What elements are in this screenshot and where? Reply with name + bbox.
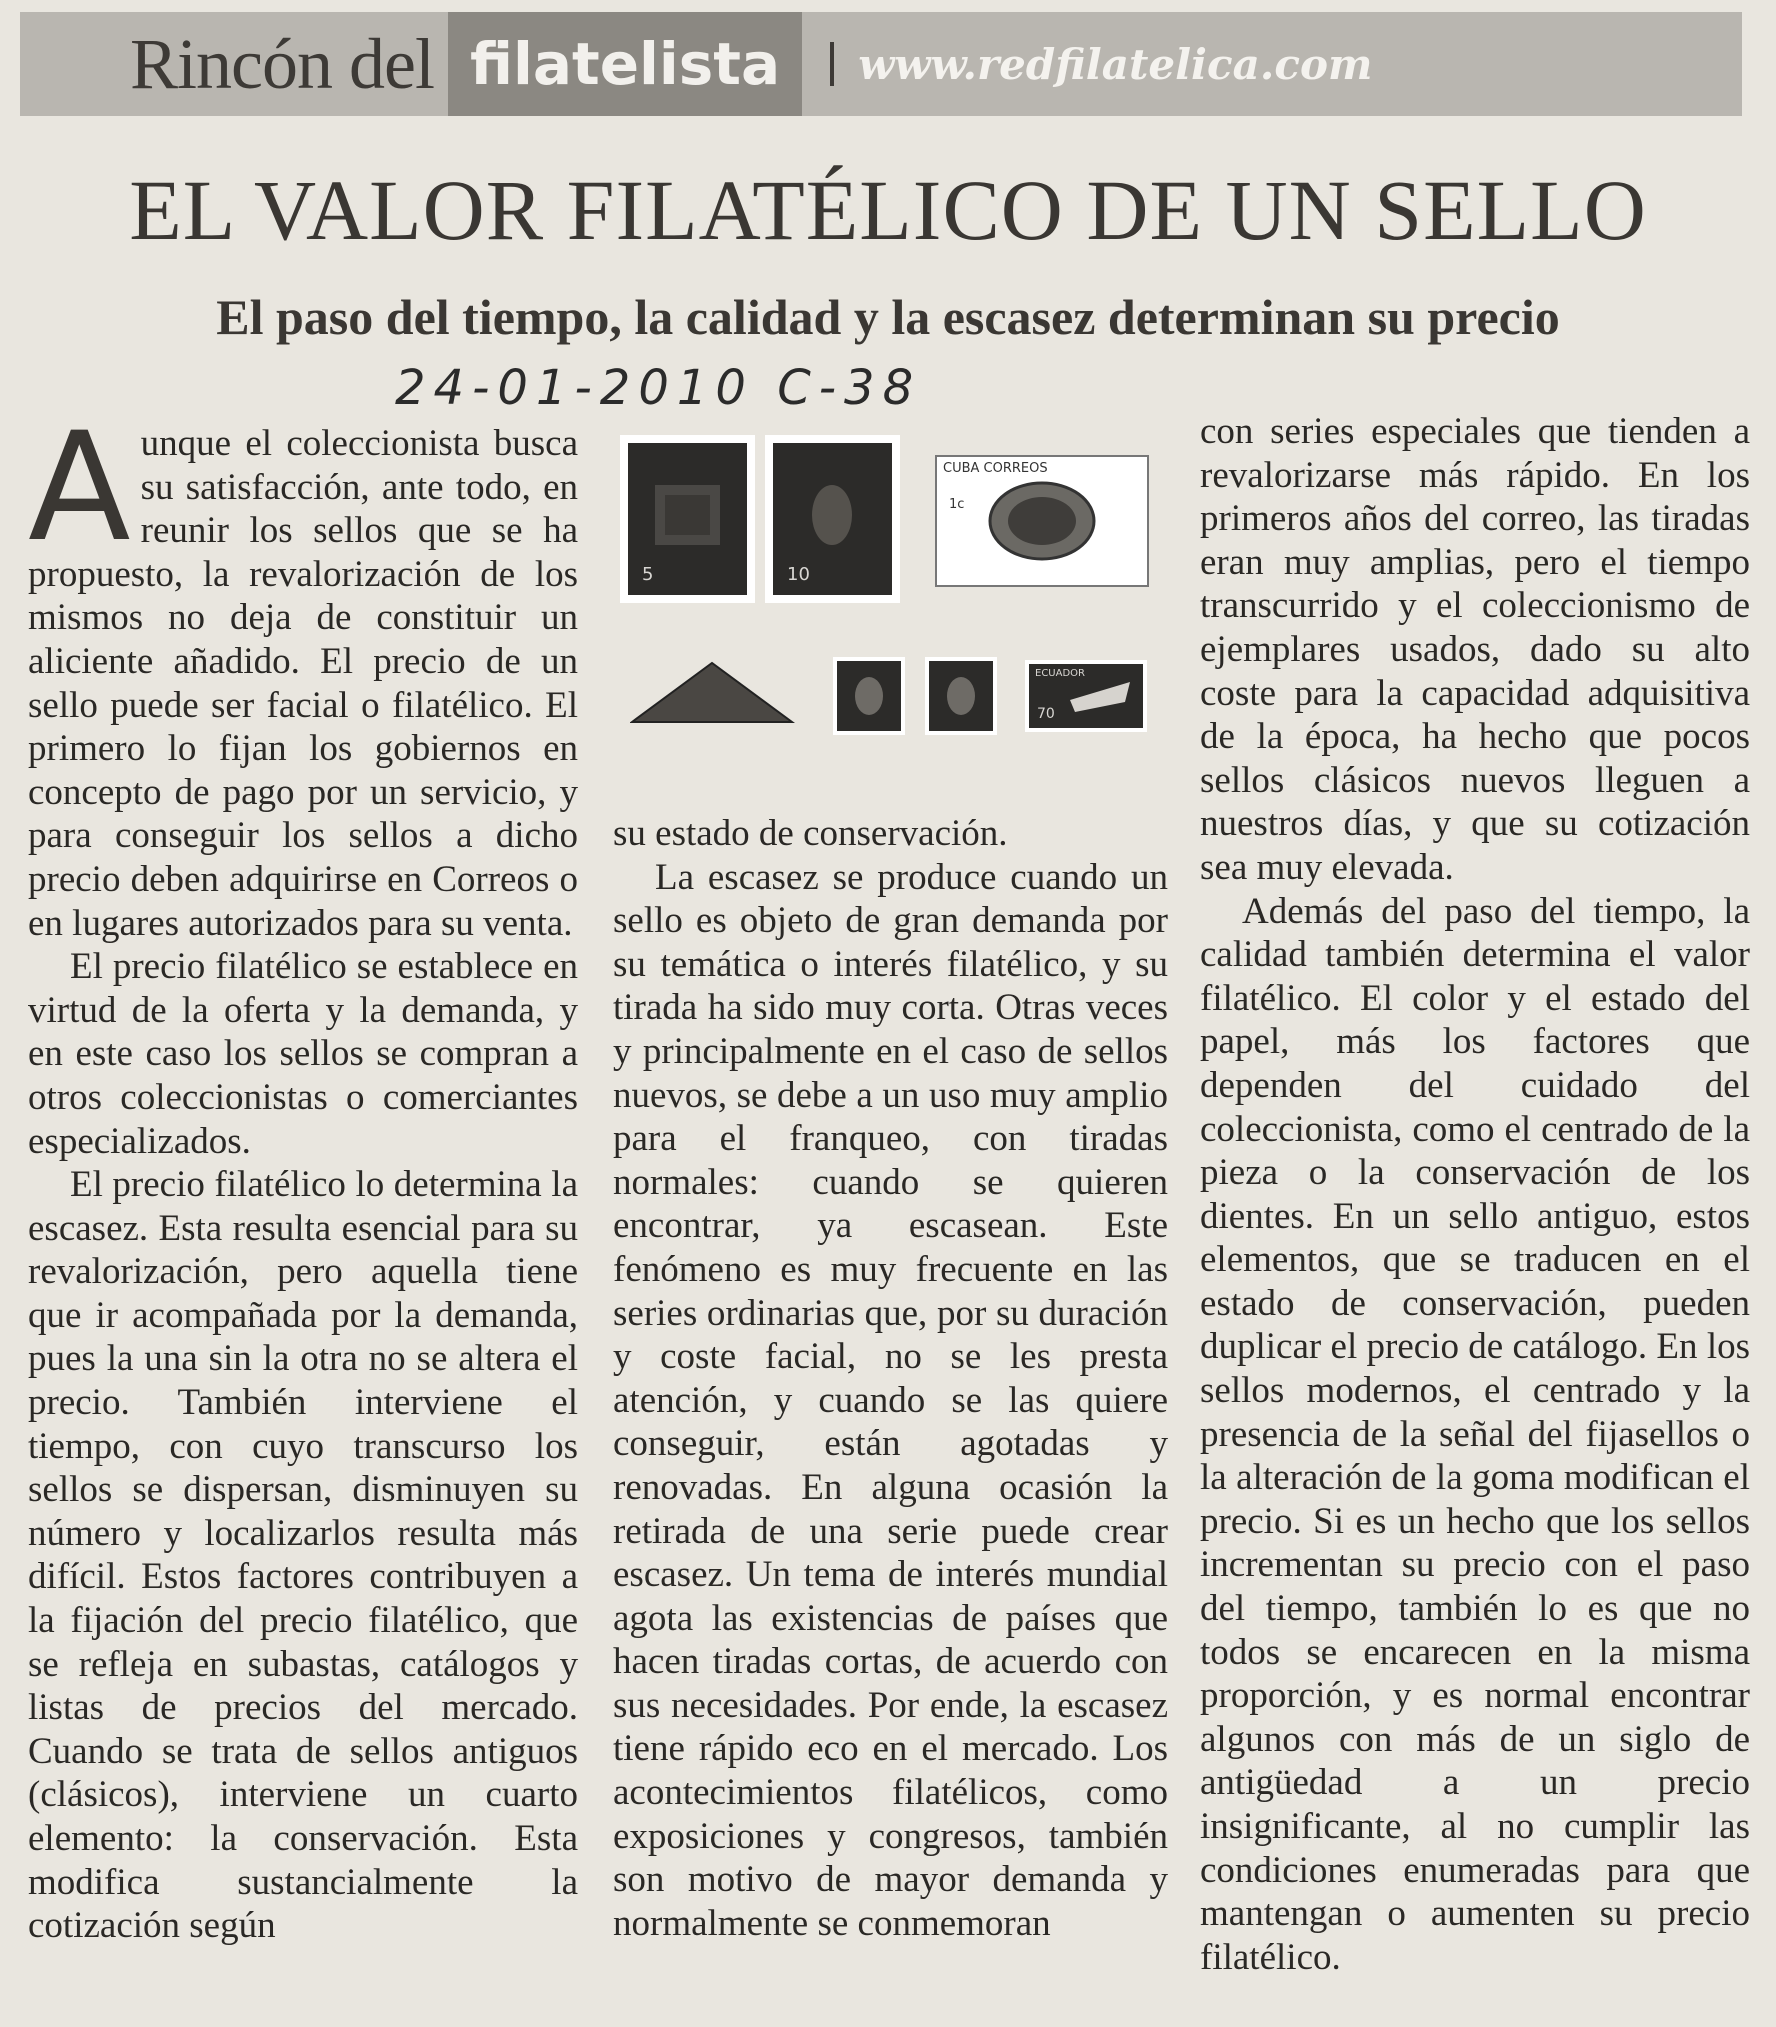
paragraph: su estado de conservación.: [613, 813, 1008, 854]
drop-cap: A: [28, 401, 131, 575]
stamp-image: [765, 435, 900, 603]
paragraph: con series especiales que tienden a revalorizarse más rápido. En los primeros años del correo, las tiradas eran muy amplias, pero el tiempo transcurrido y el coleccionismo de ejemplares usados, dado su alto coste para la capacidad adquisitiva de la época, ha hecho que pocos sellos clásicos nuevos lleguen a nuestros días, y que su cotización sea muy elevada.: [1200, 411, 1750, 888]
paragraph-text: unque el coleccionista busca su satisfacción, ante todo, en reunir los sellos que se ha propuesto, la revalorización de los mismos no deja de constituir un aliciente añadido. El precio de un sello puede ser facial o filatélico. El primero lo fijan los gobiernos en concepto de pago por un servicio, y para conseguir los sellos a dicho precio deben adquirirse en Correos o en lugares autorizados para su venta.: [28, 423, 578, 944]
stamp-image: [833, 657, 905, 735]
stamp-value: 1c: [949, 497, 965, 512]
article-subtitle: El paso del tiempo, la calidad y la escasez determinan su precio: [216, 289, 1560, 345]
portrait-icon: [943, 673, 979, 719]
article-column-2: [613, 812, 1168, 1945]
bird-icon: [800, 475, 865, 555]
handwritten-date-note: 24-01-2010 C-38: [395, 360, 922, 416]
stamp-value: 70: [1037, 706, 1055, 722]
paragraph: [28, 401, 578, 945]
section-name-right: filatelista: [448, 12, 802, 116]
portrait-icon: [851, 673, 887, 719]
airplane-icon: [1065, 672, 1135, 720]
stamps-illustration: [615, 425, 1175, 755]
coat-of-arms-icon: [650, 480, 725, 550]
stamp-value: 10: [787, 564, 810, 585]
section-header: [20, 12, 1742, 116]
ornament-icon: [987, 479, 1097, 563]
triangle-stamp-icon: [630, 660, 795, 725]
stamp-image: [935, 455, 1149, 587]
stamp-image: [620, 435, 755, 603]
stamp-image: [925, 657, 997, 735]
section-name-left: Rincón del: [130, 23, 434, 104]
stamp-text: CUBA CORREOS: [943, 461, 1048, 476]
stamp-image: [1025, 660, 1147, 732]
paragraph: La escasez se produce cuando un sello es objeto de gran demanda por su temática o interés filatélico, y su tirada ha sido muy corta. Otras veces y principalmente en el caso de sellos nuevos, se debe a un uso muy amplio para el franqueo, con tiradas normales: cuando se quieren encontrar, ya escasean. Este fenómeno es muy frecuente en las series ordinarias que, por su duración y coste facial, no se les presta atención, y cuando se las quiere conseguir, están agotadas y renovadas. En alguna ocasión la retirada de una serie puede crear escasez. Un tema de interés mundial agota las existencias de países que hacen tiradas cortas, de acuerdo con sus necesidades. Por ende, la escasez tiene rápido eco en el mercado. Los acontecimientos filatélicos, como exposiciones y congresos, también son motivo de mayor demanda y normalmente se conmemoran: [613, 856, 1168, 1944]
stamp-text: ECUADOR: [1035, 668, 1085, 679]
article-title: EL VALOR FILATÉLICO DE UN SELLO: [129, 162, 1647, 258]
paragraph: El precio filatélico lo determina la escasez. Esta resulta esencial para su revalorización, pero aquella tiene que ir acompañada por la demanda, pues la una sin la otra no se altera el precio. También interviene el tiempo, con cuyo transcurso los sellos se dispersan, disminuyen su número y localizarlos resulta más difícil. Estos factores contribuyen a la fijación del precio filatélico, que se refleja en subastas, catálogos y listas de precios del mercado. Cuando se trata de sellos antiguos (clásicos), interviene un cuarto elemento: la conservación. Esta modifica sustancialmente la cotización según: [28, 1164, 578, 1947]
paragraph: Además del paso del tiempo, la calidad también determina el valor filatélico. El color y el estado del papel, más los factores que dependen del cuidado del coleccionista, como el centrado de la pieza o la conservación de los dientes. En un sello antiguo, estos elementos, que se traducen en el estado de conservación, pueden duplicar el precio de catálogo. En los sellos modernos, el centrado y la presencia de la señal del fijasellos o la alteración de la goma modifican el precio. Si es un hecho que los sellos incrementan su precio con el paso del tiempo, también lo es que no todos se encarecen en la misma proporción, y es normal encontrar algunos con más de un siglo de antigüedad a un precio insignificante, al no cumplir las condiciones enumeradas para que mantengan o aumenten su precio filatélico.: [1200, 890, 1750, 1978]
article-column-3: [1200, 410, 1750, 1979]
header-divider: [830, 42, 834, 86]
section-url: www.redfilatelica.com: [858, 39, 1373, 89]
paragraph: El precio filatélico se establece en virtud de la oferta y la demanda, y en este caso los sellos se compran a otros coleccionistas o comerciantes especializados.: [28, 946, 578, 1162]
article-column-1: [28, 401, 578, 1948]
stamp-value: 5: [642, 564, 654, 585]
